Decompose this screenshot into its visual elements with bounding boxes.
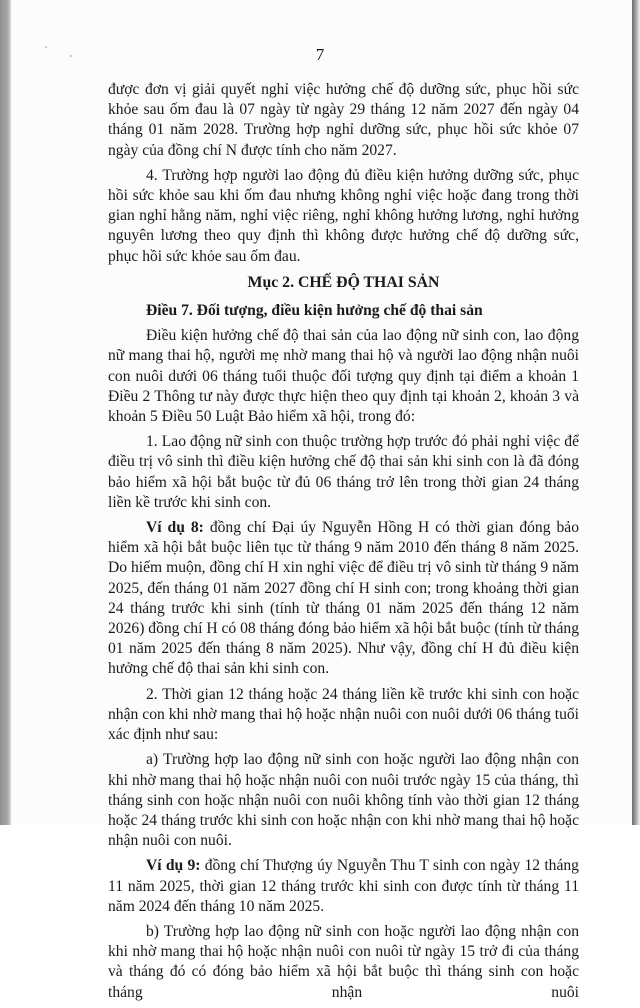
article-heading: Điều 7. Đối tượng, điều kiện hưởng chế độ thai sản (146, 302, 483, 320)
example-8-text: đồng chí Đại úy Nguyễn Hồng H có thời gian đóng bảo hiểm xã hội bắt buộc liên tục từ tháng 9 năm 2010 đến tháng 8 năm 2025. Do hiếm muộn, đồng chí H xin nghỉ việc để điều trị vô sinh từ tháng 9 năm 2025, đến tháng 01 năm 2027 đồng chí H sinh con; trong khoảng thời gian 24 tháng trước khi sinh (tính từ tháng 01 năm 2025 đến tháng 12 năm 2026) đồng chí H có 08 tháng đóng bảo hiểm xã hội bắt buộc (tính từ tháng 01 năm 2025 đến tháng 8 năm 2025). Như vậy, đồng chí H đủ điều kiện hưởng chế độ thai sản khi sinh con. (108, 519, 579, 678)
paragraph-item-2: 2. Thời gian 12 tháng hoặc 24 tháng liền kề trước khi sinh con hoặc nhận con khi nhờ mang thai hộ hoặc nhận nuôi con nuôi dưới 06 tháng tuổi xác định như sau: (108, 685, 579, 744)
example-9 (108, 856, 579, 917)
example-9-label: Ví dụ 9: (146, 857, 201, 875)
paragraph-item-2b: b) Trường hợp lao động nữ sinh con hoặc người lao động nhận con khi nhờ mang thai hộ hoặc nhận nuôi con nuôi từ ngày 15 trở đi của tháng và tháng đó có đóng bảo hiểm xã hội bắt buộc thì tháng sinh con hoặc tháng nhận nuôi (108, 922, 579, 1001)
paragraph-article-intro: Điều kiện hưởng chế độ thai sản của lao động nữ sinh con, lao động nữ mang thai hộ, người mẹ nhờ mang thai hộ và người lao động nhận nuôi con nuôi dưới 06 tháng tuổi thuộc đối tượng quy định tại điểm a khoản 1 Điều 2 Thông tư này được thực hiện theo quy định tại khoản 2, khoản 3 và khoản 5 Điều 50 Luật Bảo hiểm xã hội, trong đó: (108, 327, 579, 426)
paragraph-item-1: 1. Lao động nữ sinh con thuộc trường hợp trước đó phải nghỉ việc để điều trị vô sinh thì điều kiện hưởng chế độ thai sản khi sinh con là đã đóng bảo hiểm xã hội bắt buộc từ đủ 06 tháng trở lên trong thời gian 24 tháng liền kề trước khi sinh con. (108, 433, 579, 511)
paragraph-item-2a: a) Trường hợp lao động nữ sinh con hoặc người lao động nhận con khi nhờ mang thai hộ hoặc nhận nuôi con nuôi trước ngày 15 của tháng, thì tháng sinh con hoặc nhận nuôi con nuôi không tính vào thời gian 12 tháng hoặc 24 tháng trước khi sinh con hoặc nhận con khi nhờ mang thai hộ hoặc nhận nuôi con nuôi. (108, 751, 579, 850)
section-heading: Mục 2. CHẾ ĐỘ THAI SẢN (247, 273, 440, 291)
paragraph-continuation: được đơn vị giải quyết nghỉ việc hưởng chế độ dưỡng sức, phục hồi sức khỏe sau ốm đau là 07 ngày từ ngày 29 tháng 12 năm 2027 đến ngày 04 tháng 01 năm 2028. Trường hợp nghỉ dưỡng sức, phục hồi sức khỏe 07 ngày của đồng chí N được tính cho năm 2027. (108, 81, 579, 159)
page-number: 7 (315, 45, 325, 64)
paragraph-item-4: 4. Trường hợp người lao động đủ điều kiện hưởng dưỡng sức, phục hồi sức khỏe sau khi ốm đau nhưng không nghỉ việc hoặc đang trong thời gian nghỉ hằng năm, nghỉ việc riêng, nghỉ không hưởng lương, nghỉ hưởng nguyên lương theo quy định thì không được hưởng chế độ dưỡng sức, phục hồi sức khỏe sau ốm đau. (108, 166, 579, 265)
example-8 (108, 518, 579, 680)
document-body (108, 80, 579, 1008)
example-8-label: Ví dụ 8: (146, 519, 204, 537)
example-9-text: đồng chí Thượng úy Nguyễn Thu T sinh con ngày 12 tháng 11 năm 2025, thời gian 12 tháng trước khi sinh con được tính từ tháng 11 năm 2024 đến tháng 10 năm 2025. (108, 857, 579, 915)
scan-edge-left (0, 0, 11, 825)
scan-edge-right (632, 0, 640, 825)
